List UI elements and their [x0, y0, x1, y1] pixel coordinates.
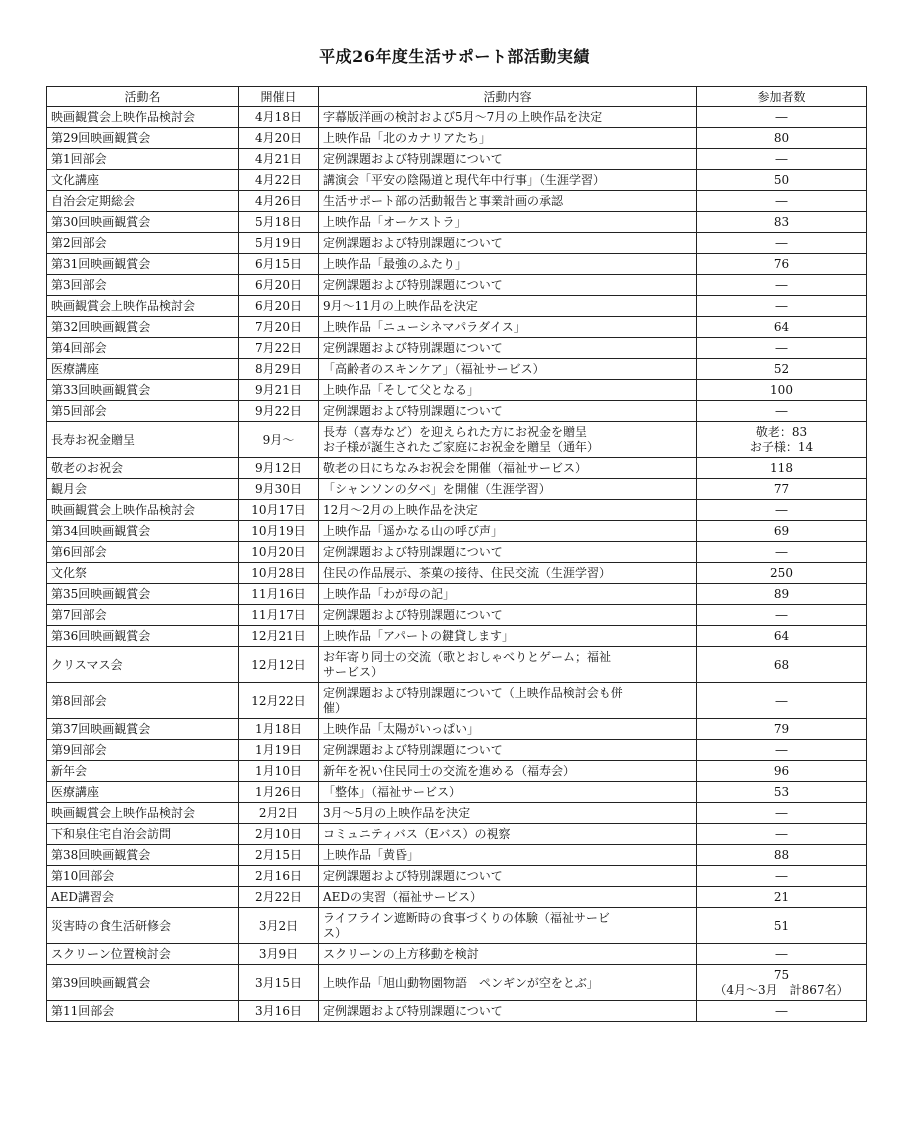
description-line: 住民の作品展示、茶菓の接待、住民交流（生涯学習） — [323, 566, 612, 580]
table-row — [47, 128, 867, 149]
participants-cell — [697, 521, 867, 542]
date-cell: 1月26日 — [239, 782, 319, 803]
activity-name-cell: 第2回部会 — [47, 233, 239, 254]
description-line: 上映作品「最強のふたり」 — [323, 257, 468, 271]
participants-cell — [697, 824, 867, 845]
table-row — [47, 803, 867, 824]
description-line: 講演会「平安の陰陽道と現代年中行事」（生涯学習） — [323, 173, 606, 187]
description-cell — [319, 233, 697, 254]
description-cell — [319, 542, 697, 563]
description-line: 3月～5月の上映作品を決定 — [323, 806, 471, 820]
description-cell — [319, 740, 697, 761]
table-row — [47, 845, 867, 866]
table-row — [47, 212, 867, 233]
activity-name-cell: 自治会定期総会 — [47, 191, 239, 212]
participants-cell — [697, 887, 867, 908]
participants-cell — [697, 107, 867, 128]
activity-name-cell: 災害時の食生活研修会 — [47, 908, 239, 944]
description-line: 上映作品「オーケストラ」 — [323, 215, 467, 229]
table-row — [47, 584, 867, 605]
description-line: お年寄り同士の交流（歌とおしゃべりとゲーム；福祉 — [323, 650, 612, 664]
date-cell: 4月22日 — [239, 170, 319, 191]
activity-name-cell: 観月会 — [47, 479, 239, 500]
participants-value: ― — [775, 869, 788, 883]
activity-name-cell: AED講習会 — [47, 887, 239, 908]
table-row — [47, 317, 867, 338]
description-line: 上映作品「旭山動物園物語 ペンギンが空をとぶ」 — [323, 975, 599, 990]
description-line: 上映作品「アパートの鍵貸します」 — [323, 629, 515, 643]
description-line: 「整体」（福祉サービス） — [323, 785, 462, 799]
table-row — [47, 866, 867, 887]
description-cell — [319, 845, 697, 866]
activity-name-cell: 第6回部会 — [47, 542, 239, 563]
description-line: 定例課題および特別課題について — [323, 608, 503, 622]
description-line: 定例課題および特別課題について — [323, 545, 503, 559]
date-cell: 10月28日 — [239, 563, 319, 584]
activity-name-cell: 映画観賞会上映作品検討会 — [47, 803, 239, 824]
participants-value: ― — [775, 545, 788, 559]
participants-value: 76 — [773, 257, 790, 271]
description-cell — [319, 212, 697, 233]
date-cell: 1月19日 — [239, 740, 319, 761]
participants-value: 75 — [773, 968, 790, 982]
description-line: 上映作品「ニューシネマパラダイス」 — [323, 320, 526, 334]
participants-value: 64 — [773, 320, 790, 334]
description-cell — [319, 254, 697, 275]
activity-name-cell: 医療講座 — [47, 782, 239, 803]
participants-cell — [697, 803, 867, 824]
activity-name-cell: 第5回部会 — [47, 401, 239, 422]
description-line: 9月～11月の上映作品を決定 — [323, 299, 478, 313]
participants-cell — [697, 275, 867, 296]
date-cell: 11月16日 — [239, 584, 319, 605]
table-row — [47, 170, 867, 191]
description-cell — [319, 521, 697, 542]
participants-cell — [697, 338, 867, 359]
date-cell: 3月9日 — [239, 944, 319, 965]
participants-value: 79 — [773, 722, 790, 736]
participants-value: 68 — [773, 657, 790, 672]
activity-name-cell: 第1回部会 — [47, 149, 239, 170]
table-row — [47, 626, 867, 647]
table-row — [47, 458, 867, 479]
table-row — [47, 275, 867, 296]
table-row — [47, 782, 867, 803]
activity-name-cell: 映画観賞会上映作品検討会 — [47, 296, 239, 317]
activity-name-cell: 第10回部会 — [47, 866, 239, 887]
participants-value: お子様：14 — [749, 440, 814, 454]
participants-value: 50 — [773, 173, 790, 187]
description-line: 上映作品「黄昏」 — [323, 848, 420, 862]
table-row — [47, 887, 867, 908]
participants-value: 敬老：83 — [755, 425, 808, 439]
description-cell — [319, 128, 697, 149]
description-cell — [319, 500, 697, 521]
date-cell: 9月12日 — [239, 458, 319, 479]
description-cell — [319, 782, 697, 803]
table-row — [47, 338, 867, 359]
table-row — [47, 380, 867, 401]
table-row — [47, 740, 867, 761]
description-line: 催） — [323, 701, 348, 715]
description-cell — [319, 626, 697, 647]
participants-value: ― — [775, 152, 788, 166]
participants-cell — [697, 782, 867, 803]
participants-cell — [697, 563, 867, 584]
participants-value: ― — [775, 693, 788, 708]
description-cell — [319, 380, 697, 401]
participants-cell — [697, 359, 867, 380]
table-row — [47, 149, 867, 170]
date-cell: 2月15日 — [239, 845, 319, 866]
table-row — [47, 944, 867, 965]
description-line: 字幕版洋画の検討および5月～7月の上映作品を決定 — [323, 110, 603, 124]
description-line: ライフライン遮断時の食事づくりの体験（福祉サービ — [323, 911, 610, 925]
activity-name-cell: 第32回映画観賞会 — [47, 317, 239, 338]
date-cell: 10月17日 — [239, 500, 319, 521]
participants-value: 69 — [773, 524, 790, 538]
participants-value: ― — [775, 806, 788, 820]
description-cell — [319, 803, 697, 824]
table-row — [47, 647, 867, 683]
table-row — [47, 683, 867, 719]
description-line: 12月～2月の上映作品を決定 — [323, 503, 478, 517]
participants-cell — [697, 149, 867, 170]
activity-name-cell: 第33回映画観賞会 — [47, 380, 239, 401]
participants-value: 64 — [773, 629, 790, 643]
activity-name-cell: スクリーン位置検討会 — [47, 944, 239, 965]
table-row — [47, 359, 867, 380]
participants-value: 100 — [770, 383, 793, 397]
activity-name-cell: 映画観賞会上映作品検討会 — [47, 500, 239, 521]
activity-name-cell: 第31回映画観賞会 — [47, 254, 239, 275]
table-row — [47, 1001, 867, 1022]
activity-name-cell: 第3回部会 — [47, 275, 239, 296]
description-line: ス） — [323, 926, 348, 940]
participants-cell — [697, 647, 867, 683]
description-line: 定例課題および特別課題について — [323, 1004, 503, 1018]
description-line: 定例課題および特別課題について（上映作品検討会も併 — [323, 686, 623, 700]
table-row — [47, 908, 867, 944]
table-header-row — [47, 87, 867, 107]
activity-name-cell: 第34回映画観賞会 — [47, 521, 239, 542]
activity-name-cell: 第36回映画観賞会 — [47, 626, 239, 647]
description-line: 新年を祝い住民同士の交流を進める（福寿会） — [323, 764, 576, 778]
table-row — [47, 605, 867, 626]
activity-name-cell: 長寿お祝金贈呈 — [47, 422, 239, 458]
description-cell — [319, 317, 697, 338]
participants-cell — [697, 626, 867, 647]
table-row — [47, 761, 867, 782]
participants-cell — [697, 542, 867, 563]
description-line: スクリーンの上方移動を検討 — [323, 947, 479, 961]
participants-cell — [697, 479, 867, 500]
participants-cell — [697, 965, 867, 1001]
activity-name-cell: 敬老のお祝会 — [47, 458, 239, 479]
description-line: 敬老の日にちなみお祝会を開催（福祉サービス） — [323, 461, 588, 475]
participants-cell — [697, 761, 867, 782]
date-cell: 2月16日 — [239, 866, 319, 887]
activity-name-cell: 第9回部会 — [47, 740, 239, 761]
description-line: 上映作品「北のカナリアたち」 — [323, 131, 492, 145]
table-row — [47, 542, 867, 563]
description-cell — [319, 605, 697, 626]
header-participants: 参加者数 — [697, 87, 867, 107]
date-cell: 4月26日 — [239, 191, 319, 212]
table-row — [47, 521, 867, 542]
activity-name-cell: 文化祭 — [47, 563, 239, 584]
description-cell — [319, 866, 697, 887]
participants-cell — [697, 683, 867, 719]
activity-name-cell: 第4回部会 — [47, 338, 239, 359]
description-cell — [319, 479, 697, 500]
description-cell — [319, 761, 697, 782]
description-line: 定例課題および特別課題について — [323, 152, 503, 166]
participants-cell — [697, 170, 867, 191]
participants-value: （4月～3月 計867名） — [714, 983, 849, 997]
description-line: 生活サポート部の活動報告と事業計画の承認 — [323, 194, 564, 208]
table-row — [47, 233, 867, 254]
participants-cell — [697, 128, 867, 149]
participants-value: 88 — [773, 848, 790, 862]
description-cell — [319, 584, 697, 605]
description-line: 「シャンソンの夕べ」を開催（生涯学習） — [323, 482, 551, 496]
activity-name-cell: 下和泉住宅自治会訪問 — [47, 824, 239, 845]
date-cell: 4月21日 — [239, 149, 319, 170]
description-line: 長寿（喜寿など）を迎えられた方にお祝金を贈呈 — [323, 425, 588, 439]
table-row — [47, 965, 867, 1001]
description-cell — [319, 647, 697, 683]
date-cell: 7月20日 — [239, 317, 319, 338]
description-line: 定例課題および特別課題について — [323, 404, 503, 418]
participants-value: 21 — [773, 890, 790, 904]
date-cell: 2月2日 — [239, 803, 319, 824]
participants-value: ― — [775, 236, 788, 250]
participants-cell — [697, 458, 867, 479]
participants-value: ― — [775, 503, 788, 517]
activity-table — [46, 86, 867, 1022]
date-cell: 12月22日 — [239, 683, 319, 719]
description-cell — [319, 458, 697, 479]
date-cell: 4月18日 — [239, 107, 319, 128]
participants-value: ― — [775, 341, 788, 355]
participants-cell — [697, 944, 867, 965]
activity-name-cell: 第39回映画観賞会 — [47, 965, 239, 1001]
participants-value: ― — [775, 1004, 788, 1018]
participants-cell — [697, 233, 867, 254]
participants-value: ― — [775, 299, 788, 313]
participants-cell — [697, 605, 867, 626]
description-cell — [319, 563, 697, 584]
activity-name-cell: 第38回映画観賞会 — [47, 845, 239, 866]
date-cell: 1月10日 — [239, 761, 319, 782]
date-cell: 12月12日 — [239, 647, 319, 683]
participants-value: ― — [775, 947, 788, 961]
participants-value: 51 — [773, 918, 790, 933]
description-line: 定例課題および特別課題について — [323, 743, 503, 757]
date-cell: 12月21日 — [239, 626, 319, 647]
description-cell — [319, 149, 697, 170]
participants-cell — [697, 254, 867, 275]
date-cell: 5月19日 — [239, 233, 319, 254]
activity-name-cell: 文化講座 — [47, 170, 239, 191]
description-line: 上映作品「そして父となる」 — [323, 383, 480, 397]
participants-value: ― — [775, 827, 788, 841]
description-cell — [319, 401, 697, 422]
activity-name-cell: 新年会 — [47, 761, 239, 782]
participants-cell — [697, 380, 867, 401]
description-line: サービス） — [323, 665, 384, 679]
participants-value: ― — [775, 608, 788, 622]
description-cell — [319, 965, 697, 1001]
table-row — [47, 107, 867, 128]
description-line: AEDの実習（福祉サービス） — [323, 890, 483, 904]
description-line: 上映作品「太陽がいっぱい」 — [323, 722, 480, 736]
table-row — [47, 401, 867, 422]
participants-value: 83 — [773, 215, 790, 229]
date-cell: 2月22日 — [239, 887, 319, 908]
participants-cell — [697, 401, 867, 422]
date-cell: 3月2日 — [239, 908, 319, 944]
participants-value: 250 — [770, 566, 793, 580]
date-cell: 1月18日 — [239, 719, 319, 740]
description-cell — [319, 887, 697, 908]
activity-name-cell: 第37回映画観賞会 — [47, 719, 239, 740]
participants-value: 80 — [773, 131, 790, 145]
description-cell — [319, 908, 697, 944]
description-cell — [319, 944, 697, 965]
header-date: 開催日 — [239, 87, 319, 107]
date-cell: 2月10日 — [239, 824, 319, 845]
table-row — [47, 824, 867, 845]
participants-value: ― — [775, 194, 788, 208]
description-line: 定例課題および特別課題について — [323, 278, 503, 292]
date-cell: 3月15日 — [239, 965, 319, 1001]
participants-value: 53 — [773, 785, 790, 799]
description-cell — [319, 296, 697, 317]
participants-cell — [697, 740, 867, 761]
participants-value: 52 — [773, 362, 790, 376]
activity-name-cell: 第35回映画観賞会 — [47, 584, 239, 605]
date-cell: 4月20日 — [239, 128, 319, 149]
description-cell — [319, 275, 697, 296]
description-cell — [319, 719, 697, 740]
date-cell: 9月30日 — [239, 479, 319, 500]
participants-cell — [697, 1001, 867, 1022]
date-cell: 8月29日 — [239, 359, 319, 380]
activity-name-cell: クリスマス会 — [47, 647, 239, 683]
table-body — [47, 107, 867, 1022]
participants-value: 77 — [773, 482, 790, 496]
activity-name-cell: 第30回映画観賞会 — [47, 212, 239, 233]
activity-name-cell: 医療講座 — [47, 359, 239, 380]
description-cell — [319, 1001, 697, 1022]
participants-cell — [697, 719, 867, 740]
description-cell — [319, 170, 697, 191]
description-cell — [319, 824, 697, 845]
description-line: 定例課題および特別課題について — [323, 869, 503, 883]
table-row — [47, 479, 867, 500]
participants-cell — [697, 500, 867, 521]
participants-cell — [697, 845, 867, 866]
date-cell: 5月18日 — [239, 212, 319, 233]
description-line: 定例課題および特別課題について — [323, 341, 503, 355]
description-cell — [319, 683, 697, 719]
description-line: 定例課題および特別課題について — [323, 236, 503, 250]
page-title: 平成26年度生活サポート部活動実績 — [319, 47, 590, 66]
date-cell: 7月22日 — [239, 338, 319, 359]
participants-cell — [697, 212, 867, 233]
table-row — [47, 191, 867, 212]
participants-value: ― — [775, 743, 788, 757]
participants-value: ― — [775, 278, 788, 292]
participants-cell — [697, 908, 867, 944]
activity-name-cell: 映画観賞会上映作品検討会 — [47, 107, 239, 128]
participants-value: 118 — [770, 461, 793, 475]
participants-value: 89 — [773, 587, 790, 601]
description-line: コミュニティバス（Eバス）の視察 — [323, 827, 511, 841]
activity-name-cell: 第29回映画観賞会 — [47, 128, 239, 149]
date-cell: 6月15日 — [239, 254, 319, 275]
table-row — [47, 500, 867, 521]
participants-cell — [697, 584, 867, 605]
table-row — [47, 254, 867, 275]
participants-value: ― — [775, 404, 788, 418]
description-line: 上映作品「わが母の記」 — [323, 587, 456, 601]
participants-value: 96 — [773, 764, 790, 778]
description-cell — [319, 107, 697, 128]
table-row — [47, 563, 867, 584]
date-cell: 11月17日 — [239, 605, 319, 626]
description-cell — [319, 338, 697, 359]
participants-value: ― — [775, 110, 788, 124]
date-cell: 9月21日 — [239, 380, 319, 401]
header-description: 活動内容 — [319, 87, 697, 107]
activity-name-cell: 第11回部会 — [47, 1001, 239, 1022]
date-cell: 9月～ — [239, 422, 319, 458]
activity-name-cell: 第7回部会 — [47, 605, 239, 626]
participants-cell — [697, 866, 867, 887]
description-line: 上映作品「遥かなる山の呼び声」 — [323, 524, 504, 538]
date-cell: 3月16日 — [239, 1001, 319, 1022]
table-row — [47, 719, 867, 740]
date-cell: 6月20日 — [239, 275, 319, 296]
participants-cell — [697, 191, 867, 212]
description-cell — [319, 191, 697, 212]
header-activity-name: 活動名 — [47, 87, 239, 107]
table-row — [47, 422, 867, 458]
table-row — [47, 296, 867, 317]
participants-cell — [697, 422, 867, 458]
date-cell: 10月19日 — [239, 521, 319, 542]
date-cell: 6月20日 — [239, 296, 319, 317]
description-cell — [319, 422, 697, 458]
description-line: お子様が誕生されたご家庭にお祝金を贈呈（通年） — [323, 440, 600, 454]
date-cell: 10月20日 — [239, 542, 319, 563]
activity-name-cell: 第8回部会 — [47, 683, 239, 719]
date-cell: 9月22日 — [239, 401, 319, 422]
participants-cell — [697, 317, 867, 338]
participants-cell — [697, 296, 867, 317]
description-cell — [319, 359, 697, 380]
description-line: 「高齢者のスキンケア」（福祉サービス） — [323, 362, 545, 376]
